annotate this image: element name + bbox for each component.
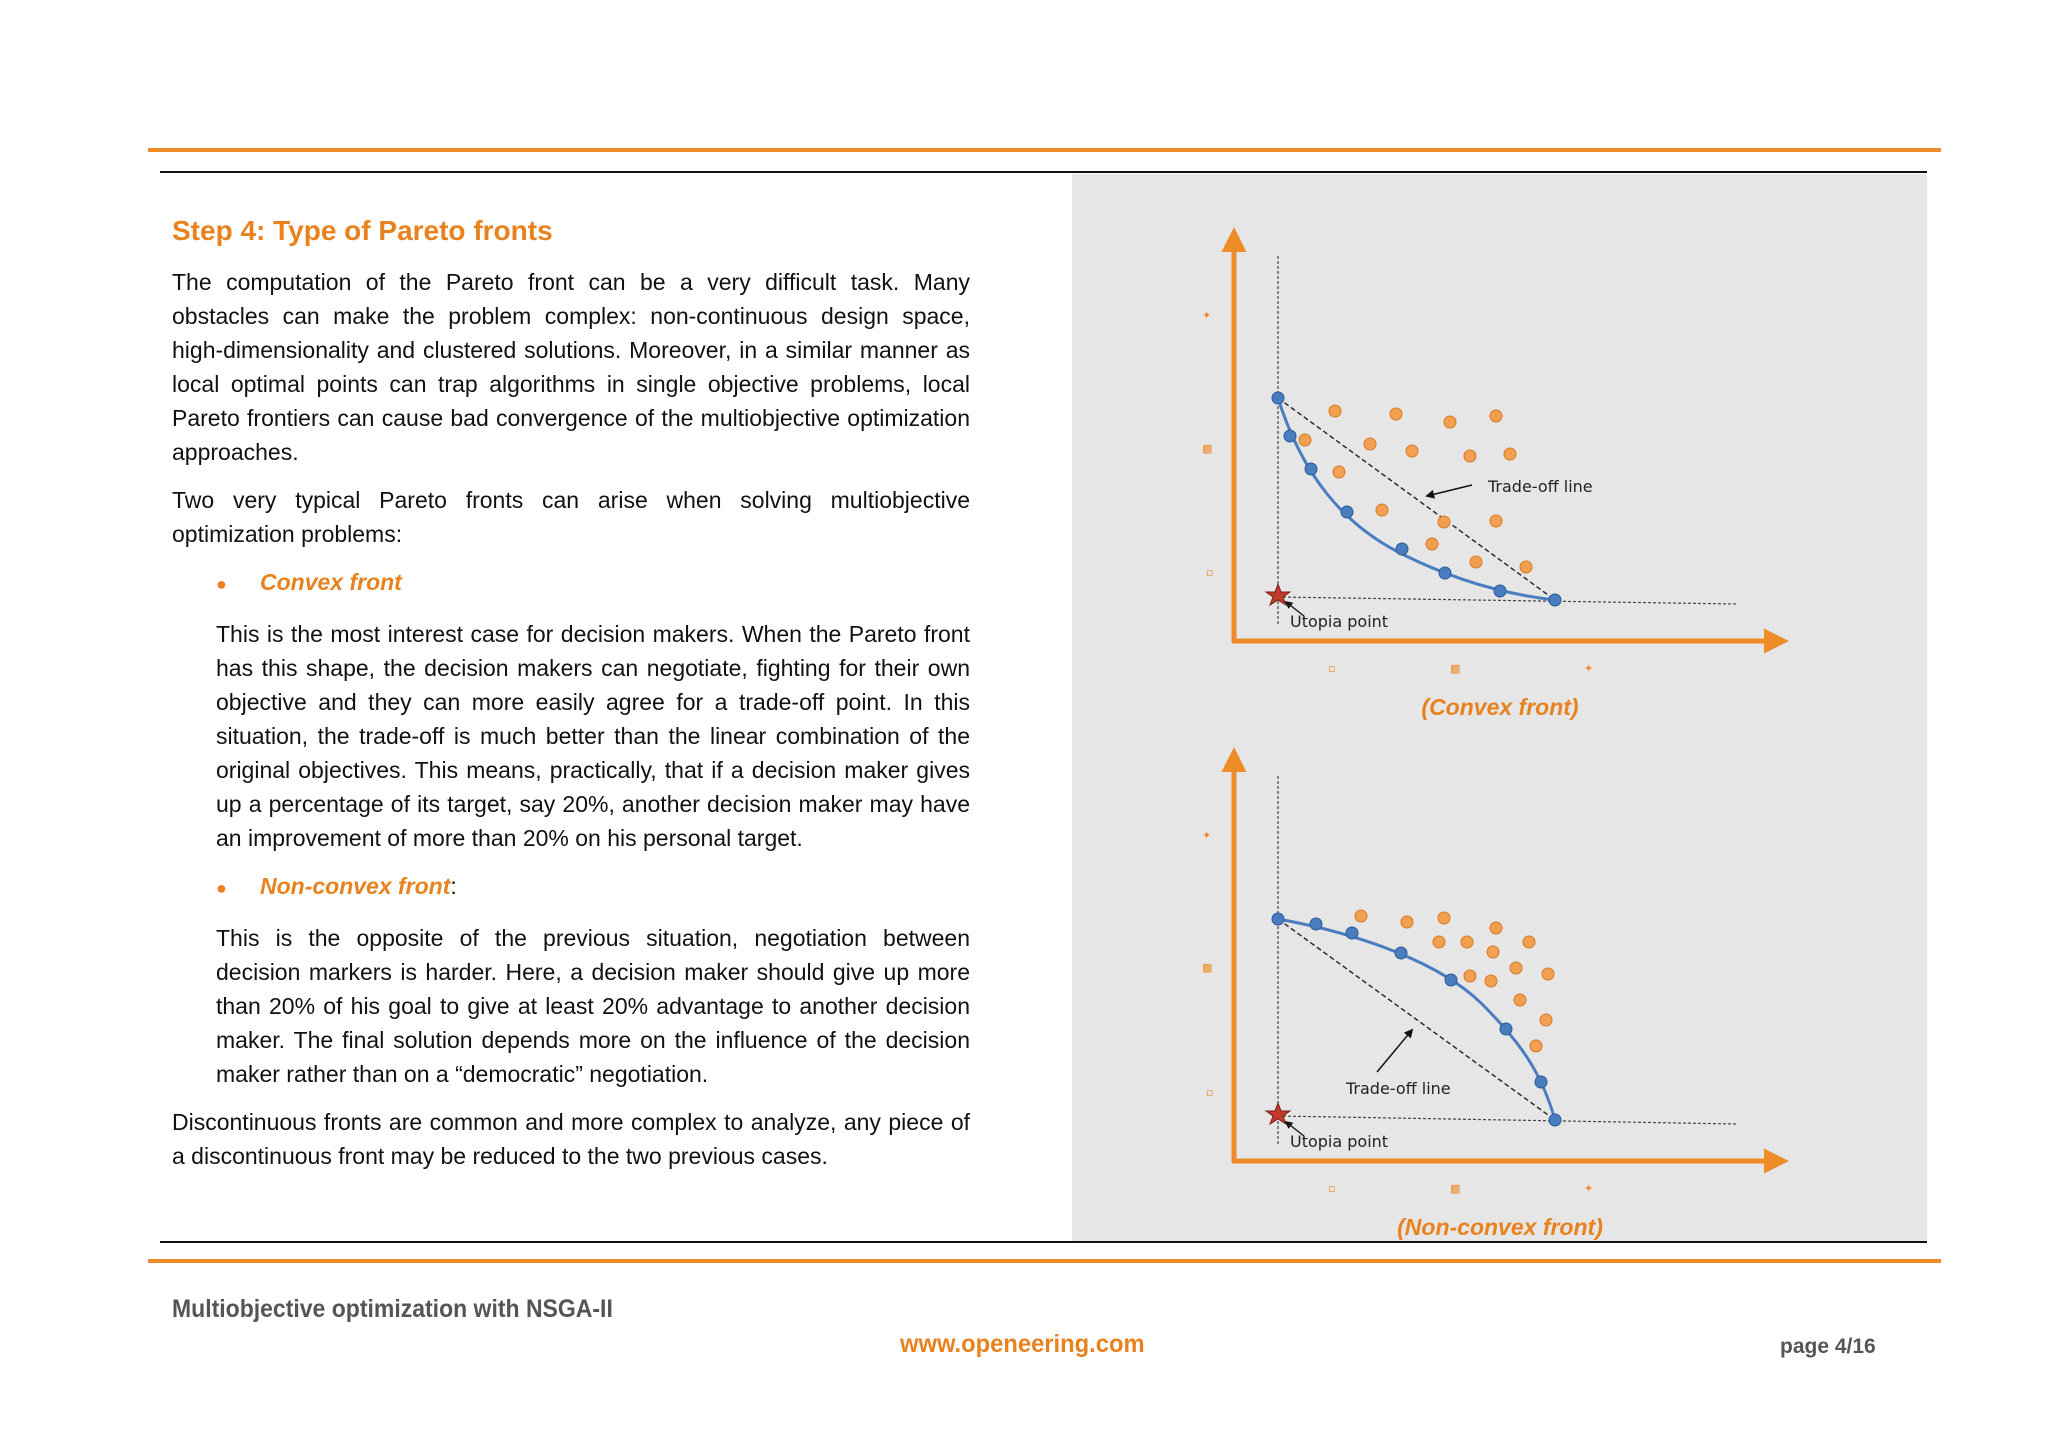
bullet-label-convex: Convex front (260, 569, 402, 595)
axis-glyph-icon: ▫ (1328, 1182, 1336, 1195)
axis-glyph-icon: ▫ (1206, 566, 1214, 579)
axis-glyph-icon: ▩ (1202, 961, 1213, 974)
convex-tradeoff-pointer (1427, 485, 1472, 496)
pareto-point (1445, 974, 1457, 986)
paragraph-discontinuous: Discontinuous fronts are common and more complex to analyze, any piece of a discontinuous front may be reduced to the two previous cases. (172, 1109, 970, 1169)
footer-document-title: Multiobjective optimization with NSGA-II (172, 1295, 613, 1323)
convex-utopia-label: Utopia point (1290, 612, 1389, 631)
paragraph-nonconvex-description: This is the opposite of the previous situation, negotiation between decision markers is harder. Here, a decision maker should give up more than 20% of his goal to give at least 20% advantage to another decision maker. The final solution depends more on the influence of the decision maker rather than on a “democratic” negotiation. (216, 925, 970, 1087)
dominated-point (1490, 922, 1502, 934)
bullet-nonconvex-front (216, 869, 970, 905)
pareto-point (1305, 463, 1317, 475)
dominated-point (1485, 975, 1497, 987)
pareto-point (1284, 430, 1296, 442)
dominated-point (1438, 912, 1450, 924)
dominated-point (1329, 405, 1341, 417)
nonconvex-figure-caption: (Non-convex front) (1397, 1214, 1603, 1240)
nonconvex-front-chart (1202, 752, 1784, 1195)
bullet-label-suffix: : (450, 873, 457, 899)
axis-glyph-icon: ✦ (1202, 829, 1212, 842)
dominated-point (1333, 466, 1345, 478)
dominated-point (1470, 556, 1482, 568)
bullet-dot-icon: ● (216, 878, 227, 898)
dominated-point (1464, 450, 1476, 462)
axis-glyph-icon: ▩ (1450, 662, 1461, 675)
dominated-point (1406, 445, 1418, 457)
pareto-point (1535, 1076, 1547, 1088)
dominated-point (1487, 946, 1499, 958)
pareto-point (1500, 1023, 1512, 1035)
convex-horizontal-guide (1278, 597, 1736, 604)
dominated-point (1523, 936, 1535, 948)
bullet-convex-front (216, 565, 970, 601)
nonconvex-tradeoff-label: Trade-off line (1346, 1079, 1451, 1098)
axis-glyph-icon: ▫ (1206, 1086, 1214, 1099)
convex-tradeoff-line (1278, 398, 1555, 600)
dominated-point (1461, 936, 1473, 948)
axis-glyph-icon: ▩ (1202, 442, 1213, 455)
dominated-point (1542, 968, 1554, 980)
header-black-rule (160, 171, 1927, 173)
dominated-point (1401, 916, 1413, 928)
pareto-point (1494, 585, 1506, 597)
dominated-point (1299, 434, 1311, 446)
paragraph-typical-fronts: Two very typical Pareto fronts can arise when solving multiobjective optimization problems: (172, 487, 970, 547)
nonconvex-tradeoff-pointer (1377, 1030, 1412, 1072)
dominated-point (1504, 448, 1516, 460)
bullet-label-nonconvex: Non-convex front (260, 873, 451, 899)
pareto-point (1346, 927, 1358, 939)
pareto-point (1341, 506, 1353, 518)
footer-orange-rule (148, 1259, 1941, 1263)
body-text-column (172, 212, 970, 1187)
paragraph-intro: The computation of the Pareto front can be a very difficult task. Many obstacles can make the problem complex: non-continuous design space, high-dimensionality and clustered solutions. Moreover, in a similar manner as local optimal points can trap algorithms in single objective problems, local Pareto frontiers can cause bad convergence of the multiobjective optimization approaches. (172, 269, 970, 465)
nonconvex-horizontal-guide (1278, 1116, 1736, 1124)
dominated-point (1540, 1014, 1552, 1026)
pareto-point (1549, 594, 1561, 606)
dominated-point (1530, 1040, 1542, 1052)
figure-panel (1072, 174, 1927, 1241)
dominated-point (1376, 504, 1388, 516)
axis-glyph-icon: ▩ (1450, 1182, 1461, 1195)
header-orange-rule (148, 148, 1941, 152)
utopia-star-icon (1266, 1103, 1290, 1124)
pareto-point (1549, 1114, 1561, 1126)
axis-glyph-icon: ✦ (1202, 309, 1212, 322)
dominated-point (1490, 410, 1502, 422)
pareto-point (1396, 543, 1408, 555)
section-title: Step 4: Type of Pareto fronts (172, 215, 553, 246)
footer-website-link[interactable]: www.openeering.com (900, 1330, 1145, 1358)
dominated-point (1464, 970, 1476, 982)
paragraph-convex-description: This is the most interest case for decision makers. When the Pareto front has this shape, the decision makers can negotiate, fighting for their own objective and they can more easily agree for a trade-off point. In this situation, the trade-off is much better than the linear combination of the original objectives. This means, practically, that if a decision maker gives up a percentage of its target, say 20%, another decision maker may have an improvement of more than 20% on his personal target. (216, 621, 970, 851)
pareto-point (1272, 913, 1284, 925)
convex-front-chart (1202, 232, 1784, 675)
dominated-point (1364, 438, 1376, 450)
dominated-point (1520, 561, 1532, 573)
dominated-point (1355, 910, 1367, 922)
dominated-point (1444, 416, 1456, 428)
dominated-point (1433, 936, 1445, 948)
footer-black-rule (160, 1241, 1927, 1243)
pareto-point (1439, 567, 1451, 579)
dominated-point (1490, 515, 1502, 527)
dominated-point (1426, 538, 1438, 550)
pareto-point (1395, 947, 1407, 959)
pareto-point (1272, 392, 1284, 404)
convex-figure-caption: (Convex front) (1421, 694, 1579, 720)
convex-tradeoff-label: Trade-off line (1488, 477, 1593, 496)
dominated-point (1510, 962, 1522, 974)
dominated-point (1390, 408, 1402, 420)
axis-glyph-icon: ▫ (1328, 662, 1336, 675)
axis-glyph-icon: ✦ (1584, 662, 1594, 675)
bullet-dot-icon: ● (216, 574, 227, 594)
pareto-point (1310, 918, 1322, 930)
dominated-point (1438, 516, 1450, 528)
dominated-point (1514, 994, 1526, 1006)
footer-page-number: page 4/16 (1780, 1335, 1876, 1358)
axis-glyph-icon: ✦ (1584, 1182, 1594, 1195)
nonconvex-axis-glyphs (1202, 829, 1593, 1195)
nonconvex-utopia-label: Utopia point (1290, 1132, 1389, 1151)
